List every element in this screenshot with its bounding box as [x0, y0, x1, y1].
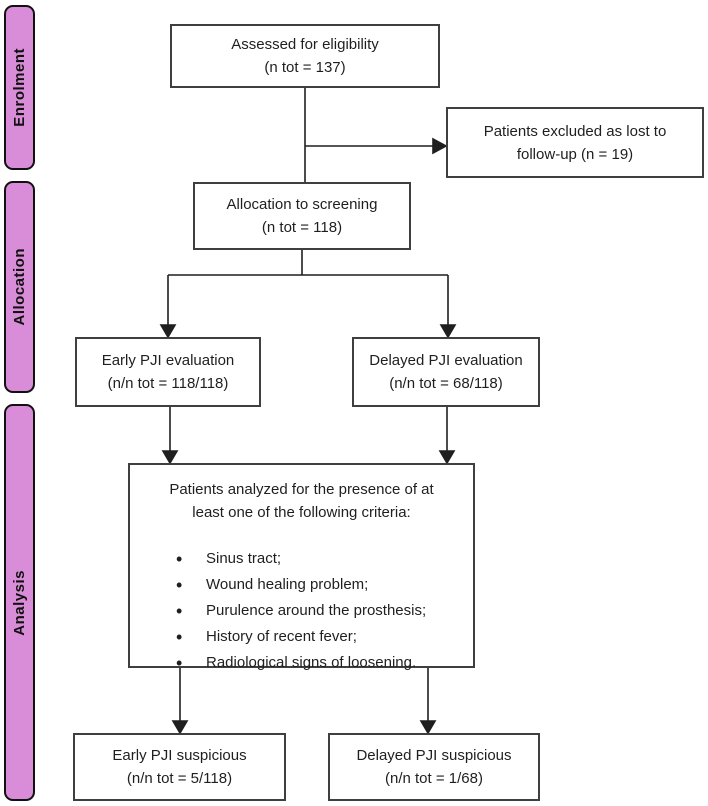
box-text: Patients excluded as lost to — [483, 122, 667, 140]
box-count: (n/n tot = 118/118) — [107, 375, 229, 392]
criteria-item: • History of recent fever; — [176, 624, 426, 650]
arrowhead-early-susp — [173, 721, 187, 733]
criteria-item: • Purulence around the prosthesis; — [176, 598, 426, 624]
criteria-intro-line1: Patients analyzed for the presence of at — [169, 481, 434, 498]
box-text: Allocation to screening — [226, 196, 378, 213]
box-count: (n tot = 118) — [261, 219, 343, 236]
box-count: (n/n tot = 5/118) — [126, 770, 233, 787]
criteria-item: • Sinus tract; — [176, 546, 426, 572]
phase-label-enrolment: Enrolment — [11, 48, 28, 127]
box-text: Delayed PJI evaluation — [369, 352, 523, 369]
box-text: Delayed PJI suspicious — [356, 747, 512, 764]
criteria-list — [130, 546, 426, 676]
box-early-pji-evaluation — [75, 337, 261, 407]
box-delayed-pji-evaluation — [352, 337, 540, 407]
criteria-item: • Wound healing problem; — [176, 572, 426, 598]
arrowhead-excluded — [433, 139, 446, 153]
phase-bar-enrolment — [4, 5, 35, 170]
arrowhead-delayed-susp — [421, 721, 435, 733]
box-text: Early PJI evaluation — [101, 352, 235, 369]
box-early-pji-suspicious — [73, 733, 286, 801]
phase-label-analysis: Analysis — [11, 569, 28, 636]
box-count: follow-up (n = 19) — [516, 145, 634, 163]
box-analysis-criteria — [128, 463, 475, 671]
criteria-item: • Radiological signs of loosening. — [176, 650, 426, 676]
phase-label-allocation: Allocation — [11, 248, 28, 326]
box-text: Assessed for eligibility — [231, 36, 379, 53]
arrowhead-delayed-eval — [441, 325, 455, 337]
box-delayed-pji-suspicious — [328, 733, 540, 801]
arrowhead-early-analysis — [163, 451, 177, 463]
arrowhead-delayed-analysis — [440, 451, 454, 463]
criteria-intro-line2: least one of the following criteria: — [192, 504, 411, 521]
box-count: (n/n tot = 1/68) — [385, 770, 483, 787]
phase-bar-allocation — [4, 181, 35, 393]
box-text: Early PJI suspicious — [112, 747, 247, 764]
box-allocation-to-screening — [193, 182, 411, 250]
arrowhead-early-eval — [161, 325, 175, 337]
box-count: (n tot = 137) — [264, 59, 346, 76]
box-assessed-for-eligibility — [170, 24, 440, 88]
box-patients-excluded — [446, 107, 704, 178]
phase-bar-analysis — [4, 404, 35, 801]
box-count: (n/n tot = 68/118) — [389, 375, 503, 392]
